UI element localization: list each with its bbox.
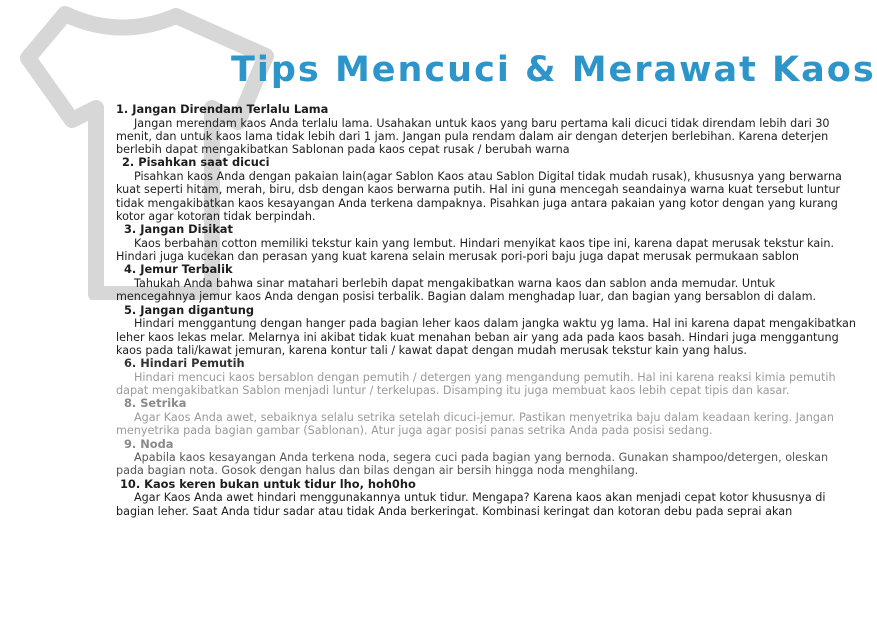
item-heading: 6. Hindari Pemutih <box>124 356 245 371</box>
list-item <box>116 357 856 397</box>
item-heading: 2. Pisahkan saat dicuci <box>122 155 270 170</box>
item-heading: 4. Jemur Terbalik <box>124 262 233 277</box>
item-heading: 1. Jangan Direndam Terlalu Lama <box>116 102 329 116</box>
item-heading: 5. Jangan digantung <box>124 302 254 317</box>
list-item <box>116 263 856 303</box>
list-item <box>116 304 856 357</box>
item-body: Jangan merendam kaos Anda terlalu lama. Usahakan untuk kaos yang baru pertama kali dicuci tidak direndam lebih dari 30 menit, dan untuk kaos lama tidak lebih dari 1 jam. Jangan pula rendam dalam air dengan deterjen berlebihan. Karena deterjen berlebih dapat mengakibatkan Sablonan pada kaos cepat rusak / berubah warna <box>116 116 830 157</box>
item-body: Hindari mencuci kaos bersablon dengan pemutih / detergen yang mengandung pemutih. Hal ini karena reaksi kimia pemutih dapat mengakibatkan Sablon menjadi luntur / terkelupas. Disamping itu juga membuat kaos lebih cepat tipis dan kasar. <box>116 370 836 398</box>
list-item <box>116 397 856 437</box>
item-body: Agar Kaos Anda awet, sebaiknya selalu setrika setelah dicuci-jemur. Pastikan menyetrika baju dalam keadaan kering. Jangan menyetrika pada bagian gambar (Sablonan). Atur juga agar posisi panas setrika Anda pada posisi sedang. <box>116 410 834 438</box>
item-body: Apabila kaos kesayangan Anda terkena noda, segera cuci pada bagian yang bernoda. Gunakan shampoo/detergen, oleskan pada bagian nota. Gosok dengan halus dan bilas dengan air bersih hingga noda menghilang. <box>116 451 829 478</box>
item-body: Kaos berbahan cotton memiliki tekstur kain yang lembut. Hindari menyikat kaos tipe ini, karena dapat merusak tekstur kain. Hindari juga kucekan dan perasan yang kuat karena selain merusak pori-pori baju juga dapat merusak permukaan sablon <box>116 236 835 264</box>
item-heading: 8. Setrika <box>124 396 187 411</box>
list-item <box>116 478 856 518</box>
item-heading: 9. Noda <box>124 436 174 451</box>
list-item <box>116 223 856 263</box>
page-title: Tips Mencuci & Merawat Kaos <box>231 50 876 90</box>
list-item <box>116 156 856 223</box>
list-item <box>116 103 856 156</box>
item-body: Pisahkan kaos Anda dengan pakaian lain(agar Sablon Kaos atau Sablon Digital tidak mudah rusak), khususnya yang berwarna kuat seperti hitam, merah, biru, dsb dengan kaos berwarna putih. Hal ini guna mencegah seandainya warna kuat tersebut luntur tidak mengakibatkan kaos kesayangan Anda terkena dampaknya. Pisahkan juga antara pakaian yang kotor dengan yang kurang kotor agar kotoran tidak berpindah. <box>116 170 842 223</box>
item-heading: 10. Kaos keren bukan untuk tidur lho, hoh0ho <box>120 476 416 491</box>
item-body: Hindari menggantung dengan hanger pada bagian leher kaos dalam jangka waktu yg lama. Hal ini karena dapat mengakibatkan leher kaos lekas melar. Melarnya ini akibat tidak kuat menahan beban air yang ada pada kaos basah. Hindari juga menggantung kaos pada tali/kawat jemuran, karena kontur tali / kawat dapat dengan mudah merusak tekstur kain yang halus. <box>116 317 856 357</box>
list-item <box>116 438 856 478</box>
tips-list <box>116 103 856 518</box>
item-body: Agar Kaos Anda awet hindari menggunakannya untuk tidur. Mengapa? Karena kaos akan menjadi cepat kotor khususnya di bagian leher. Saat Anda tidur sadar atau tidak Anda berkeringat. Kombinasi keringat dan kotoran debu pada seprai akan <box>116 491 826 518</box>
item-heading: 3. Jangan Disikat <box>124 222 233 237</box>
item-body: Tahukah Anda bahwa sinar matahari berlebih dapat mengakibatkan warna kaos dan sablon anda memudar. Untuk mencegahnya jemur kaos Anda dengan posisi terbalik. Bagian dalam menghadap luar, dan bagian yang bersablon di dalam. <box>116 277 817 304</box>
